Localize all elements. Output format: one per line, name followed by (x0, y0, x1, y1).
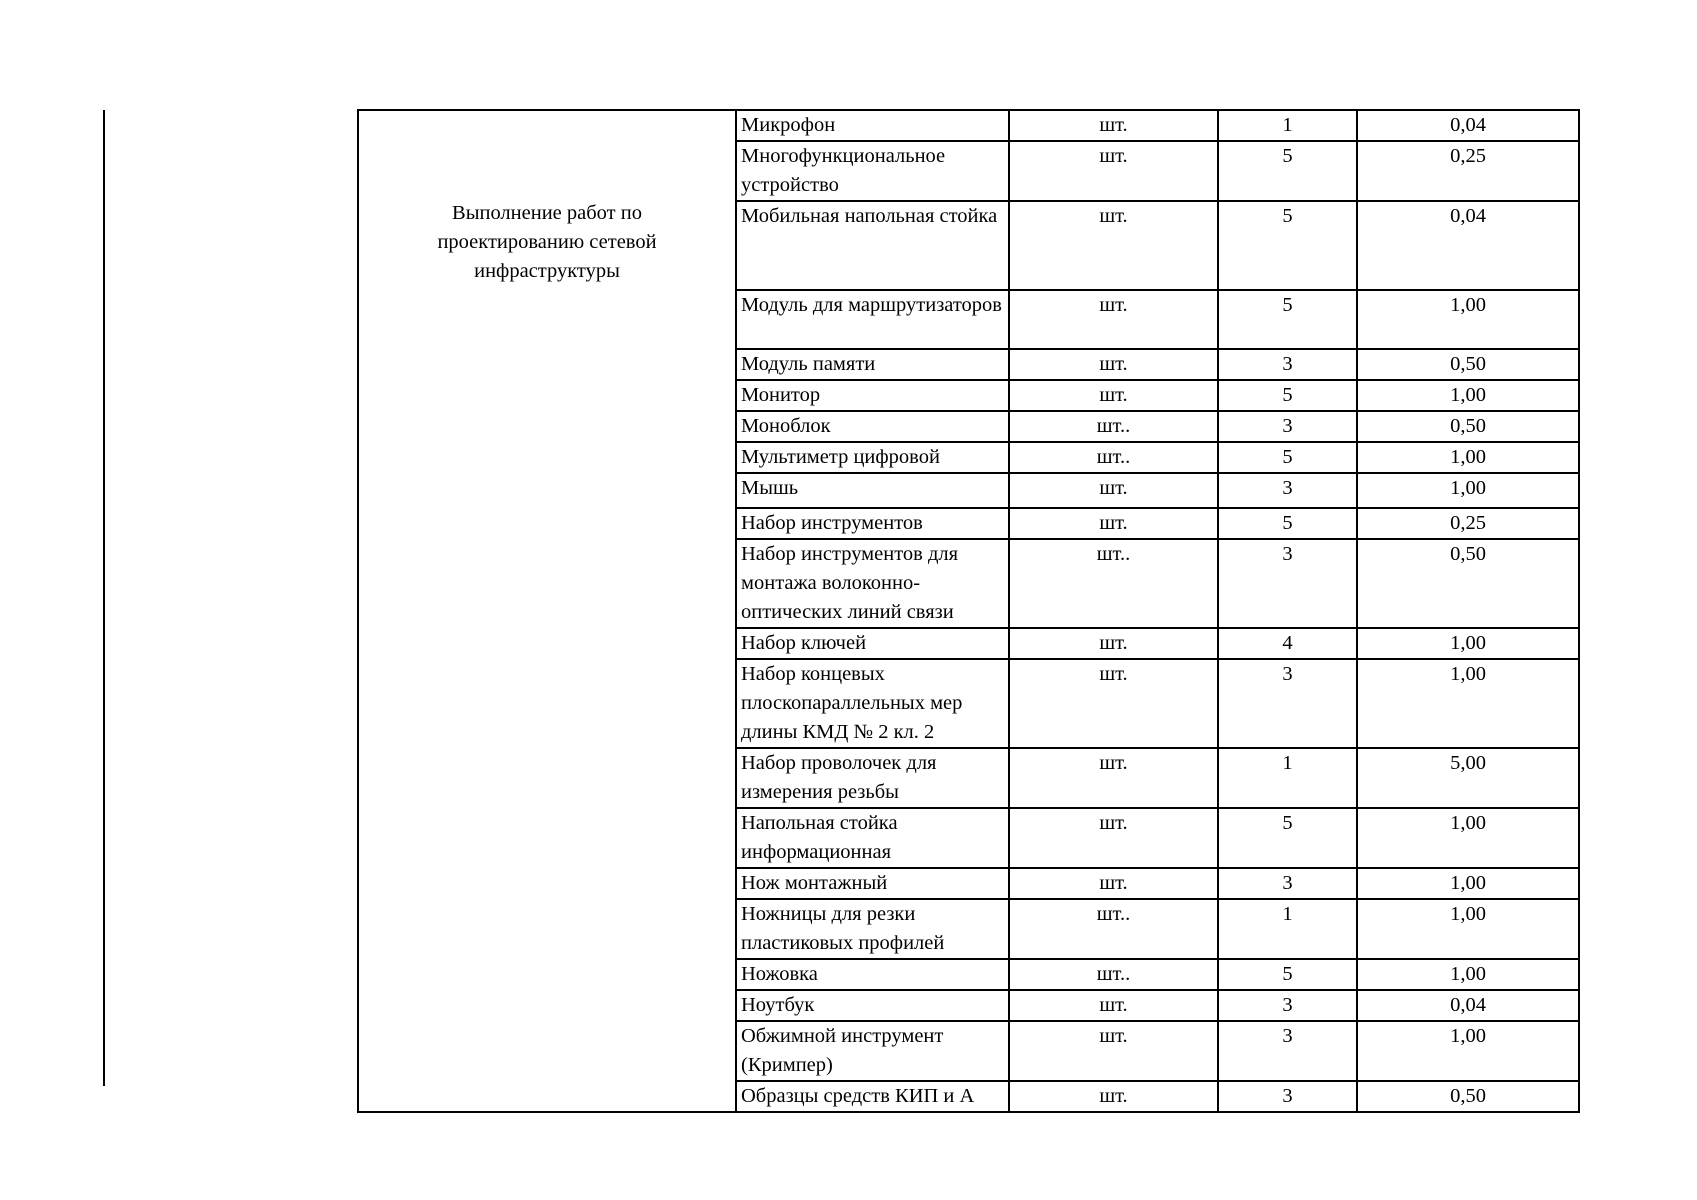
item-norm: 0,50 (1357, 1081, 1579, 1112)
item-qty: 3 (1218, 349, 1357, 380)
table-body (358, 110, 1579, 1112)
item-name: Монитор (736, 380, 1009, 411)
item-qty: 5 (1218, 290, 1357, 349)
item-norm: 0,04 (1357, 110, 1579, 141)
table-row (358, 110, 1579, 141)
item-name: Мультиметр цифровой (736, 442, 1009, 473)
item-unit: шт. (1009, 201, 1218, 290)
item-qty: 3 (1218, 1021, 1357, 1081)
item-name: Набор инструментов (736, 508, 1009, 539)
item-name: Образцы средств КИП и А (736, 1081, 1009, 1112)
item-qty: 3 (1218, 539, 1357, 628)
item-unit: шт. (1009, 808, 1218, 868)
item-qty: 3 (1218, 990, 1357, 1021)
item-unit: шт. (1009, 290, 1218, 349)
item-qty: 4 (1218, 628, 1357, 659)
margin-line (103, 110, 105, 1086)
item-name: Многофункциональное устройство (736, 141, 1009, 201)
item-name: Модуль для маршрутизаторов (736, 290, 1009, 349)
item-unit: шт. (1009, 990, 1218, 1021)
item-unit: шт. (1009, 349, 1218, 380)
item-name: Ножницы для резки пластиковых профилей (736, 899, 1009, 959)
item-unit: шт. (1009, 628, 1218, 659)
item-name: Набор концевых плоскопараллельных мер длины КМД № 2 кл. 2 (736, 659, 1009, 748)
item-norm: 0,50 (1357, 349, 1579, 380)
item-norm: 1,00 (1357, 868, 1579, 899)
item-norm: 1,00 (1357, 1021, 1579, 1081)
item-unit: шт.. (1009, 899, 1218, 959)
item-unit: шт.. (1009, 539, 1218, 628)
item-unit: шт. (1009, 1081, 1218, 1112)
item-norm: 0,04 (1357, 201, 1579, 290)
work-type-text: Выполнение работ по проектированию сетевой инфраструктуры (437, 202, 657, 282)
item-qty: 1 (1218, 110, 1357, 141)
item-norm: 0,25 (1357, 141, 1579, 201)
equipment-table (357, 109, 1580, 1113)
item-qty: 1 (1218, 899, 1357, 959)
item-qty: 1 (1218, 748, 1357, 808)
item-name: Набор проволочек для измерения резьбы (736, 748, 1009, 808)
item-name: Нож монтажный (736, 868, 1009, 899)
item-name: Модуль памяти (736, 349, 1009, 380)
item-name: Мышь (736, 473, 1009, 508)
item-norm: 1,00 (1357, 959, 1579, 990)
item-qty: 5 (1218, 442, 1357, 473)
item-unit: шт. (1009, 141, 1218, 201)
item-qty: 3 (1218, 1081, 1357, 1112)
item-unit: шт. (1009, 1021, 1218, 1081)
item-name: Микрофон (736, 110, 1009, 141)
item-norm: 1,00 (1357, 899, 1579, 959)
item-name: Набор инструментов для монтажа волоконно-оптических линий связи (736, 539, 1009, 628)
item-qty: 3 (1218, 659, 1357, 748)
item-norm: 1,00 (1357, 628, 1579, 659)
item-norm: 1,00 (1357, 659, 1579, 748)
item-name: Набор ключей (736, 628, 1009, 659)
item-norm: 0,25 (1357, 508, 1579, 539)
item-name: Ножовка (736, 959, 1009, 990)
item-unit: шт. (1009, 380, 1218, 411)
item-norm: 0,50 (1357, 411, 1579, 442)
item-qty: 3 (1218, 473, 1357, 508)
item-name: Ноутбук (736, 990, 1009, 1021)
item-unit: шт. (1009, 110, 1218, 141)
item-norm: 5,00 (1357, 748, 1579, 808)
item-norm: 0,04 (1357, 990, 1579, 1021)
item-unit: шт. (1009, 748, 1218, 808)
item-qty: 5 (1218, 508, 1357, 539)
item-norm: 1,00 (1357, 473, 1579, 508)
item-unit: шт. (1009, 473, 1218, 508)
item-norm: 1,00 (1357, 290, 1579, 349)
item-norm: 1,00 (1357, 808, 1579, 868)
item-name: Обжимной инструмент (Кримпер) (736, 1021, 1009, 1081)
item-unit: шт.. (1009, 959, 1218, 990)
item-qty: 5 (1218, 201, 1357, 290)
item-qty: 5 (1218, 959, 1357, 990)
item-unit: шт.. (1009, 442, 1218, 473)
item-unit: шт. (1009, 659, 1218, 748)
item-name: Мобильная напольная стойка (736, 201, 1009, 290)
item-name: Моноблок (736, 411, 1009, 442)
item-unit: шт. (1009, 508, 1218, 539)
item-unit: шт.. (1009, 411, 1218, 442)
item-norm: 1,00 (1357, 442, 1579, 473)
item-norm: 0,50 (1357, 539, 1579, 628)
item-name: Напольная стойка информационная (736, 808, 1009, 868)
item-qty: 5 (1218, 141, 1357, 201)
item-qty: 3 (1218, 411, 1357, 442)
item-qty: 5 (1218, 380, 1357, 411)
item-qty: 5 (1218, 808, 1357, 868)
item-norm: 1,00 (1357, 380, 1579, 411)
work-type-cell (358, 110, 736, 1112)
item-qty: 3 (1218, 868, 1357, 899)
item-unit: шт. (1009, 868, 1218, 899)
